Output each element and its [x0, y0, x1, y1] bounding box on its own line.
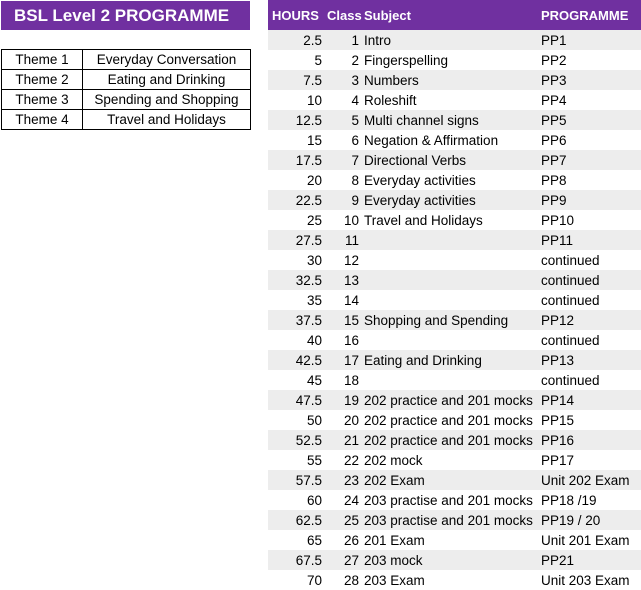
cell-hours: 55 — [306, 452, 322, 468]
cell-class: 20 — [343, 412, 359, 428]
cell-hours: 42.5 — [295, 352, 322, 368]
theme-topic: Spending and Shopping — [83, 90, 251, 110]
cell-subject: Shopping and Spending — [364, 312, 509, 328]
table-row — [268, 130, 641, 150]
table-row — [268, 310, 641, 330]
table-row — [268, 330, 641, 350]
page-title: BSL Level 2 PROGRAMME — [1, 1, 250, 30]
theme-topic: Eating and Drinking — [83, 70, 251, 90]
cell-class: 11 — [344, 232, 359, 248]
theme-name: Theme 3 — [2, 90, 83, 110]
cell-hours: 17.5 — [295, 152, 322, 168]
table-row — [268, 110, 641, 130]
cell-programme: PP11 — [541, 232, 574, 248]
table-row — [268, 430, 641, 450]
cell-subject: Eating and Drinking — [364, 352, 482, 368]
cell-programme: PP8 — [541, 172, 567, 188]
cell-programme: Unit 203 Exam — [541, 572, 630, 588]
cell-programme: PP7 — [541, 152, 567, 168]
cell-programme: PP14 — [541, 392, 575, 408]
table-row — [268, 290, 641, 310]
theme-row — [2, 70, 251, 90]
header-hours: HOURS — [272, 7, 319, 23]
cell-programme: PP16 — [541, 432, 575, 448]
cell-hours: 62.5 — [295, 512, 322, 528]
cell-hours: 30 — [306, 252, 322, 268]
table-row — [268, 210, 641, 230]
cell-class: 17 — [343, 352, 359, 368]
table-row — [268, 470, 641, 490]
cell-hours: 35 — [306, 292, 322, 308]
cell-class: 15 — [343, 312, 359, 328]
theme-row — [2, 90, 251, 110]
cell-hours: 25 — [306, 212, 322, 228]
cell-class: 6 — [351, 132, 359, 148]
cell-programme: PP21 — [541, 552, 575, 568]
cell-class: 8 — [351, 172, 359, 188]
cell-hours: 15 — [306, 132, 322, 148]
header-class: Class — [327, 7, 362, 23]
cell-hours: 45 — [306, 372, 322, 388]
table-row — [268, 510, 641, 530]
cell-programme: PP1 — [541, 32, 567, 48]
cell-class: 25 — [343, 512, 359, 528]
cell-programme: PP17 — [541, 452, 575, 468]
cell-class: 19 — [343, 392, 359, 408]
cell-hours: 67.5 — [295, 552, 322, 568]
cell-programme: PP10 — [541, 212, 575, 228]
theme-name: Theme 4 — [2, 110, 83, 130]
cell-hours: 60 — [306, 492, 322, 508]
table-row — [268, 70, 641, 90]
theme-topic: Everyday Conversation — [83, 50, 251, 70]
table-row — [268, 410, 641, 430]
table-row — [268, 530, 641, 550]
cell-class: 27 — [343, 552, 359, 568]
cell-programme: PP19 / 20 — [541, 512, 601, 528]
table-row — [268, 170, 641, 190]
table-row — [268, 350, 641, 370]
programme-header-row — [268, 0, 641, 30]
cell-programme: continued — [541, 332, 600, 348]
cell-hours: 65 — [306, 532, 322, 548]
cell-hours: 22.5 — [295, 192, 322, 208]
cell-programme: PP5 — [541, 112, 567, 128]
table-row — [268, 550, 641, 570]
cell-programme: PP18 /19 — [541, 492, 597, 508]
header-subject: Subject — [364, 7, 411, 23]
table-row — [268, 490, 641, 510]
cell-class: 7 — [351, 152, 359, 168]
table-row — [268, 270, 641, 290]
themes-table — [1, 49, 251, 130]
cell-programme: PP4 — [541, 92, 567, 108]
programme-body — [268, 30, 641, 590]
header-programme: PROGRAMME — [541, 7, 629, 23]
cell-subject: Directional Verbs — [364, 152, 467, 168]
cell-subject: 201 Exam — [364, 532, 425, 548]
cell-subject: Numbers — [364, 72, 419, 88]
programme-table — [268, 0, 641, 590]
cell-hours: 12.5 — [295, 112, 322, 128]
cell-hours: 70 — [306, 572, 322, 588]
cell-subject: Everyday activities — [364, 192, 476, 208]
cell-hours: 27.5 — [295, 232, 322, 248]
table-row — [268, 250, 641, 270]
cell-hours: 32.5 — [295, 272, 322, 288]
cell-class: 5 — [351, 112, 359, 128]
cell-programme: continued — [541, 272, 600, 288]
cell-class: 2 — [351, 52, 359, 68]
cell-hours: 5 — [314, 52, 322, 68]
cell-class: 23 — [343, 472, 359, 488]
table-row — [268, 30, 641, 50]
cell-subject: 202 practice and 201 mocks — [364, 412, 533, 428]
table-row — [268, 570, 641, 590]
cell-class: 10 — [343, 212, 359, 228]
cell-programme: PP9 — [541, 192, 567, 208]
theme-name: Theme 1 — [2, 50, 83, 70]
cell-hours: 2.5 — [303, 32, 322, 48]
cell-subject: Travel and Holidays — [364, 212, 483, 228]
cell-class: 4 — [351, 92, 359, 108]
cell-hours: 57.5 — [295, 472, 322, 488]
cell-class: 1 — [351, 32, 359, 48]
cell-hours: 52.5 — [295, 432, 322, 448]
cell-subject: Negation & Affirmation — [364, 132, 499, 148]
table-row — [268, 90, 641, 110]
cell-class: 3 — [351, 72, 359, 88]
table-row — [268, 370, 641, 390]
cell-hours: 40 — [306, 332, 322, 348]
cell-programme: Unit 201 Exam — [541, 532, 630, 548]
table-row — [268, 150, 641, 170]
cell-hours: 7.5 — [303, 72, 322, 88]
cell-subject: 203 Exam — [364, 572, 425, 588]
cell-programme: PP15 — [541, 412, 575, 428]
cell-hours: 10 — [306, 92, 322, 108]
cell-class: 13 — [343, 272, 359, 288]
table-row — [268, 450, 641, 470]
cell-class: 16 — [343, 332, 359, 348]
cell-subject: 203 mock — [364, 552, 423, 568]
table-row — [268, 190, 641, 210]
cell-programme: continued — [541, 252, 600, 268]
cell-programme: PP6 — [541, 132, 567, 148]
cell-subject: 202 mock — [364, 452, 423, 468]
cell-class: 28 — [343, 572, 359, 588]
table-row — [268, 390, 641, 410]
cell-hours: 47.5 — [295, 392, 322, 408]
cell-programme: PP2 — [541, 52, 567, 68]
cell-programme: PP3 — [541, 72, 567, 88]
cell-class: 12 — [343, 252, 359, 268]
cell-programme: PP13 — [541, 352, 575, 368]
cell-class: 24 — [343, 492, 359, 508]
cell-class: 21 — [343, 432, 359, 448]
cell-subject: Everyday activities — [364, 172, 476, 188]
cell-class: 18 — [343, 372, 359, 388]
cell-hours: 50 — [306, 412, 322, 428]
cell-subject: Intro — [364, 32, 392, 48]
cell-subject: 202 practice and 201 mocks — [364, 392, 533, 408]
cell-hours: 20 — [306, 172, 322, 188]
table-row — [268, 230, 641, 250]
cell-subject: 202 Exam — [364, 472, 425, 488]
cell-programme: Unit 202 Exam — [541, 472, 630, 488]
cell-subject: Multi channel signs — [364, 112, 479, 128]
cell-hours: 37.5 — [295, 312, 322, 328]
cell-subject: 203 practise and 201 mocks — [364, 512, 533, 528]
cell-programme: PP12 — [541, 312, 575, 328]
cell-class: 26 — [343, 532, 359, 548]
cell-subject: 203 practise and 201 mocks — [364, 492, 533, 508]
theme-row — [2, 110, 251, 130]
cell-subject: 202 practice and 201 mocks — [364, 432, 533, 448]
cell-subject: Fingerspelling — [364, 52, 449, 68]
theme-topic: Travel and Holidays — [83, 110, 251, 130]
cell-subject: Roleshift — [364, 92, 417, 108]
table-row — [268, 50, 641, 70]
cell-programme: continued — [541, 372, 600, 388]
cell-class: 22 — [343, 452, 359, 468]
theme-row — [2, 50, 251, 70]
cell-programme: continued — [541, 292, 600, 308]
cell-class: 9 — [351, 192, 359, 208]
theme-name: Theme 2 — [2, 70, 83, 90]
cell-class: 14 — [343, 292, 359, 308]
themes-body — [2, 50, 251, 130]
